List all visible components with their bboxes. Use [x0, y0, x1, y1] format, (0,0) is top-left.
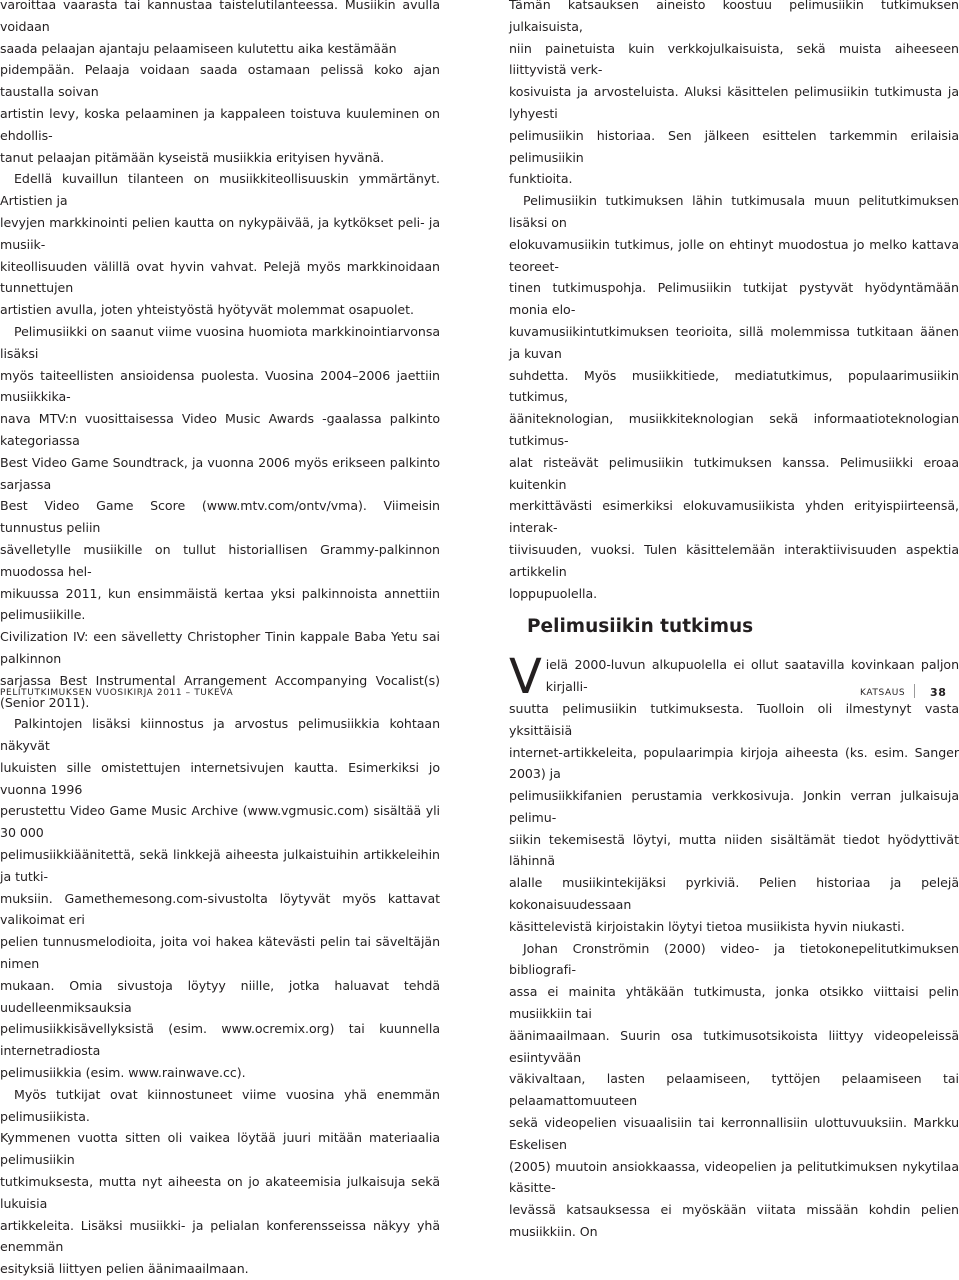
body-paragraph: Palkintojen lisäksi kiinnostus ja arvostus pelimusiikkia kohtaan näkyvät lukuisten sille omistettujen internetsivujen kautta. Esimerkiksi jo vuonna 1996 perustettu Video Game Music Archive (www.vgmusic.com) sisältää yli 30 000 pelimusiikkiäänitettä, sekä linkkejä aiheesta julkaistuihin artikkeleihin ja tutki- muksiin. Gamethemesong.com-sivustolta löytyvät myös kattavat valikoimat eri pelien tunnusmelodioita, joita voi hakea kätevästi pelin tai säveltäjän nimen mukaan. Omia sivustoja löytyy niille, jotka haluavat tehdä uudelleenmiksauksia pelimusiikkisävellyksistä (esim. www.ocremix.org) tai kuunnella internetradiosta pelimusiikkia (esim. www.rainwave.cc).	[0, 716, 440, 1081]
footer-section: KATSAUS	[860, 688, 906, 698]
body-paragraph: Pelimusiikin tutkimuksen lähin tutkimusala muun pelitutkimuksen lisäksi on elokuvamusiikin tutkimus, jolle on ehtinyt muodostua jo melko kattava teoreet- tinen tutkimuspohja. Pelimusiikin tutkijat pystyvät hyödyntämään monia elo- kuvamusiikintutkimuksen teorioita, sillä molemmissa tutkitaan äänen ja kuvan suhdetta. Myös musiikkitiede, mediatutkimus, populaarimusiikin tutkimus, ääniteknologian, musiikkiteknologian sekä informaatioteknologian tutkimus- alat risteävät pelimusiikin tutkimuksen kanssa. Pelimusiikki eroaa kuitenkin merkittävästi esimerkiksi elokuvamusiikista yhden erityispiirteensä, interak- tiivisuuden, vuoksi. Tulen käsittelemään interaktiivisuuden aspektia artikkelin loppupuolella.	[509, 193, 959, 601]
page-footer	[0, 688, 959, 702]
body-paragraph: Johan Cronströmin (2000) video- ja tietokonepelitutkimuksen bibliografi- assa ei mainita yhtäkään tutkimusta, jonka otsikko viittaisi pelin musiikkiin tai äänimaailmaan. Suurin osa tutkimusotsikoista liittyy videopeleissä esiintyvään väkivaltaan, lasten pelaamiseen, tyttöjen pelaamiseen tai pelaamattomuuteen sekä videopelien visuaalisiin tai kerronnallisiin ulottuvuuksiin. Markku Eskelisen (2005) muutoin ansiokkaassa, videopelien ja pelitutkimuksen nykytilaa käsitte- levässä katsauksessa ei myöskään viitata missään kohdin pelien musiikkiin. On	[509, 940, 959, 1240]
page-number: 38	[930, 686, 947, 699]
body-paragraph: Edellä kuvaillun tilanteen on musiikkiteollisuuskin ymmärtänyt. Artistien ja levyjen markkinointi pelien kautta on nykypäivää, ja kytkökset peli- ja musiik- kiteollisuuden välillä ovat hyvin vahvat. Pelejä myös markkinoidaan tunnettujen artistien avulla, joten yhteistyöstä hyötyvät molemmat osapuolet.	[0, 171, 440, 318]
footer-publication: PELITUTKIMUKSEN VUOSIKIRJA 2011 – TUKEVA	[0, 688, 234, 698]
footer-divider	[914, 684, 915, 698]
body-paragraph: varoittaa vaarasta tai kannustaa taistelutilanteessa. Musiikin avulla voidaan saada pelaajan ajantaju pelaamiseen kulutettu aika kestämään pidempään. Pelaaja voidaan saada ostamaan pelissä koko ajan taustalla soivan artistin levy, koska pelaaminen ja kappaleen toistuva kuuleminen on ehdollis- tanut pelaajan pitämään kyseistä musiikkia erityisen hyvänä.	[0, 0, 440, 165]
body-paragraph: Myös tutkijat ovat kiinnostuneet viime vuosina yhä enemmän pelimusiikista. Kymmenen vuotta sitten oli vaikea löytää juuri mitään materiaalia pelimusiikin tutkimuksesta, mutta nyt aiheesta on jo akateemisia julkaisuja sekä lukuisia artikkeleita. Lisäksi musiikki- ja pelialan konferensseissa näkyy yhä enemmän esityksiä liittyen pelien äänimaailmaan.	[0, 1086, 440, 1277]
body-paragraph-dropcap: Vielä 2000-luvun alkupuolella ei ollut saatavilla kovinkaan paljon kirjalli- suutta pelimusiikin tutkimuksesta. Tuolloin oli ilmestynyt vasta yksittäisiä internet-artikkeleita, populaarimpia kirjoja aiheesta (ks. esim. Sanger 2003) ja pelimusiikkifanien perustamia verkkosivuja. Jonkin verran julkaisuja pelimu- siikin tekemisestä löytyi, mutta niiden sisältämät tiedot hyödyttivät lähinnä alalle musiikintekijäksi pyrkiviä. Pelien historiaa ja pelejä kokonaisuudessaan käsittelevistä kirjoistakin löytyi tietoa musiikista hyvin niukasti.	[509, 649, 959, 934]
right-column	[509, 0, 959, 1243]
left-column	[0, 0, 440, 1280]
body-paragraph: Tämän katsauksen aineisto koostuu pelimusiikin tutkimuksen julkaisuista, niin painetuista kuin verkkojulkaisuista, sekä muista aiheeseen liittyvistä verk- kosivuista ja arvosteluista. Aluksi käsittelen pelimusiikin tutkimusta ja lyhyesti pelimusiikin historiaa. Sen jälkeen esittelen tarkemmin erilaisia pelimusiikin funktioita.	[509, 0, 959, 187]
section-heading: Pelimusiikin tutkimus	[527, 616, 754, 638]
body-paragraph: Pelimusiikki on saanut viime vuosina huomiota markkinointiarvonsa lisäksi myös taiteellisten ansioidensa puolesta. Vuosina 2004–2006 jaettiin musiikkika- nava MTV:n vuosittaisessa Video Music Awards -gaalassa palkinto kategoriassa Best Video Game Soundtrack, ja vuonna 2006 myös erikseen palkinto sarjassa Best Video Game Score (www.mtv.com/ontv/vma). Viimeisin tunnustus peliin sävelletylle musiikille on tullut historiallisen Grammy-palkinnon muodossa hel- mikuussa 2011, kun ensimmäistä kertaa yksi palkinnoista annettiin pelimusiikille. Civilization IV: een sävelletty Christopher Tinin kappale Baba Yetu sai palkinnon sarjassa Best Instrumental Arrangement Accompanying Vocalist(s) (Senior 2011).	[0, 323, 440, 710]
